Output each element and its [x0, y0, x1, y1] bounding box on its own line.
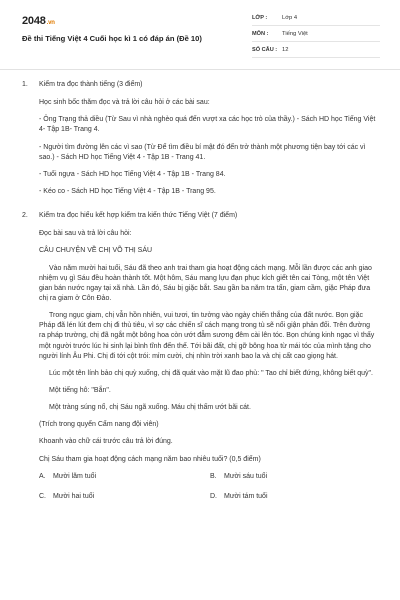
option-text: Mười tám tuổi [224, 492, 268, 500]
meta-value: 12 [282, 47, 289, 54]
meta-value: Lớp 4 [282, 15, 298, 22]
option-letter: B. [210, 472, 217, 480]
meta-table [252, 12, 380, 60]
option-c[interactable] [39, 492, 210, 502]
section-body [22, 98, 378, 197]
story-paragraph: Một tràng súng nổ, chị Sáu ngã xuống. Máu chị thấm ướt bãi cát. [49, 404, 251, 412]
section-body [22, 229, 378, 502]
logo-tld: .vn [46, 20, 55, 26]
story-title: CÂU CHUYỆN VỀ CHỊ VÕ THỊ SÁU [39, 247, 153, 255]
section-title: Kiểm tra đọc thành tiếng (3 điểm) [39, 81, 143, 88]
section-heading [22, 211, 378, 221]
story-paragraph: Lúc một tên lính bảo chị quỳ xuống, chị đã quát vào mặt lũ đao phủ: " Tao chỉ biết đứng, không biết quỳ". [49, 369, 373, 377]
section-title: Kiểm tra đọc hiểu kết hợp kiểm tra kiến thức Tiếng Việt (7 điểm) [39, 212, 238, 220]
meta-value: Tiếng Việt [282, 31, 308, 38]
section-reading-comprehension [22, 211, 378, 502]
story-paragraph: Trong ngục giam, chị vẫn hồn nhiên, vui tươi, tin tưởng vào ngày chiến thắng của đất nước. Bọn giặc Pháp đã lén lút đem chị đi thủ tiêu, vì sợ các chiến sĩ cách mạng trong tù sẽ nổi giận phản đối. Trên đường ra pháp trường, chị đã ngắt một bông hoa còn ướt đẫm sương đêm cài lên tóc. Bọn chúng kinh ngạc vì thấy một người trước lúc hi sinh lại bình tĩnh đến thế. Tới bãi đất, chị gỡ bông hoa từ mái tóc của mình tặng cho người lính Âu Phi. Chị đi tới cột trói: mỉm cười, chị nhìn trời xanh bao la và chị cất cao giọng hát. [39, 312, 375, 360]
option-letter: C. [39, 492, 46, 500]
option-letter: D. [210, 492, 217, 500]
option-text: Mười lăm tuổi [53, 472, 97, 480]
meta-row-question-count [252, 44, 380, 58]
document-content [0, 80, 400, 502]
logo-text: 2048 [22, 15, 46, 27]
section-number: 1. [22, 81, 28, 88]
section-heading [22, 80, 378, 90]
source-citation: (Trích trong quyển Cẩm nang đội viên) [39, 421, 159, 429]
meta-row-subject [252, 28, 380, 42]
paragraph: - Tuổi ngựa - Sách HD học Tiếng Việt 4 - Tập 1B - Trang 84. [39, 170, 226, 178]
story-paragraph: Một tiếng hô: "Bắn". [49, 386, 111, 394]
option-text: Mười sáu tuổi [224, 472, 268, 480]
document-title: Đề thi Tiếng Việt 4 Cuối học kì 1 có đáp án (Đề 10) [22, 34, 202, 43]
option-a[interactable] [39, 472, 210, 482]
meta-key: LỚP : [252, 15, 268, 22]
paragraph: - Ông Trạng thả diều (Từ Sau vì nhà nghèo quá đến vượt xa các học trò của thầy.) - Sách HD học Tiếng Việt 4- Tập 1B- Trang 4. [39, 116, 376, 134]
paragraph: Học sinh bốc thăm đọc và trả lời câu hỏi ở các bài sau: [39, 99, 210, 107]
intro-text: Đọc bài sau và trả lời câu hỏi: [39, 230, 132, 238]
option-letter: A. [39, 472, 46, 480]
story-paragraph: Vào năm mười hai tuổi, Sáu đã theo anh trai tham gia hoạt động cách mạng. Mỗi lần được các anh giao nhiệm vụ gì Sáu đều hoàn thành tốt. Một hôm, Sáu mang lựu đạn phục kích giết tên cai Tòng, một tên Việt gian bán nước ngay tại xã nhà. Lần đó, Sáu bị giặc bắt. Sau gần ba năm tra tấn, giam cầm, giặc Pháp đưa chị ra giam ở Côn Đảo. [39, 264, 372, 302]
option-text: Mười hai tuổi [53, 492, 95, 500]
site-logo[interactable] [22, 14, 55, 30]
section-number: 2. [22, 212, 28, 220]
question-text: Chị Sáu tham gia hoạt động cách mạng năm bao nhiêu tuổi? (0,5 điểm) [39, 455, 261, 463]
paragraph: - Người tìm đường lên các vì sao (Từ Để tìm điều bí mật đó đến trở thành một phương tiện bay tới các vì sao.) - Sách HD học Tiếng Việt 4 - Tập 1B - Trang 41. [39, 143, 366, 161]
meta-row-grade [252, 12, 380, 26]
option-b[interactable] [210, 472, 381, 482]
meta-key: SỐ CÂU : [252, 47, 278, 54]
section-reading-aloud [22, 80, 378, 197]
page-header [0, 0, 400, 70]
answer-options [39, 472, 378, 502]
meta-key: MÔN : [252, 31, 269, 38]
paragraph: - Kéo co - Sách HD học Tiếng Việt 4 - Tập 1B - Trang 95. [39, 187, 216, 195]
option-d[interactable] [210, 492, 381, 502]
instruction-text: Khoanh vào chữ cái trước câu trả lời đúng. [39, 438, 173, 446]
